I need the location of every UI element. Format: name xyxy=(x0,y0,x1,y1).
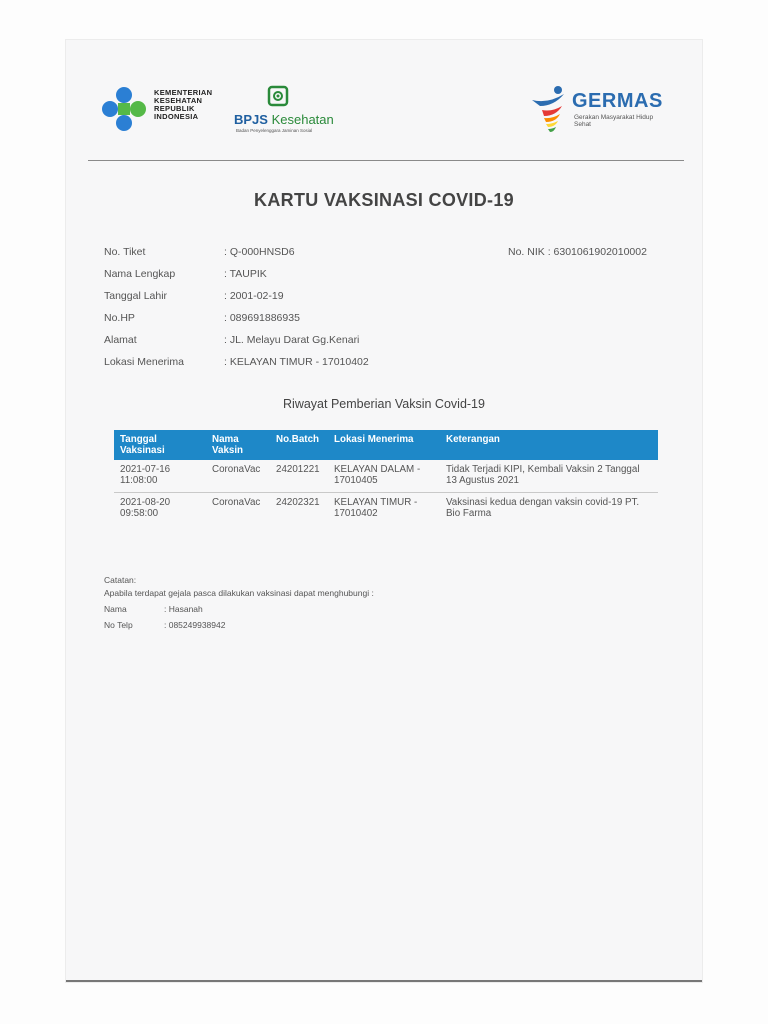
table-cell: Tidak Terjadi KIPI, Kembali Vaksin 2 Tanggal 13 Agustus 2021 xyxy=(440,460,658,493)
header-divider xyxy=(88,160,684,161)
history-title: Riwayat Pemberian Vaksin Covid-19 xyxy=(283,397,485,411)
notes-heading: Catatan: xyxy=(104,575,137,585)
table-cell: CoronaVac xyxy=(206,460,270,493)
field-label: No. NIK xyxy=(508,246,545,258)
contact-value: : 085249938942 xyxy=(164,620,226,630)
column-header: Nama Vaksin xyxy=(206,430,270,460)
field-value: : KELAYAN TIMUR - 17010402 xyxy=(224,356,369,368)
bpjs-logo-subtitle: Badan Penyelenggara Jaminan Sosial xyxy=(236,128,313,133)
kemenkes-logo-icon xyxy=(100,86,148,132)
field-label: Nama Lengkap xyxy=(104,268,176,280)
contact-value: : Hasanah xyxy=(164,604,203,614)
table-row xyxy=(114,493,658,526)
table-cell: 2021-08-20 09:58:00 xyxy=(120,497,171,519)
table-header-row xyxy=(114,430,658,460)
column-header: No.Batch xyxy=(270,430,328,460)
germas-logo-name: GERMAS xyxy=(572,90,663,112)
contact-label: Nama xyxy=(104,604,127,614)
field-value: : Q-000HNSD6 xyxy=(224,246,295,258)
field-value: : 6301061902010002 xyxy=(547,246,647,258)
table-cell: KELAYAN TIMUR - 17010402 xyxy=(334,497,418,519)
field-label: No. Tiket xyxy=(104,246,146,258)
field-label: Alamat xyxy=(104,334,137,346)
field-value: : 089691886935 xyxy=(224,312,300,324)
table-cell: 24201221 xyxy=(270,460,328,493)
field-value: : JL. Melayu Darat Gg.Kenari xyxy=(224,334,360,346)
table-cell: 24202321 xyxy=(276,497,320,508)
table-row xyxy=(114,460,658,493)
paper-edge xyxy=(66,980,702,982)
field-value: : TAUPIK xyxy=(224,268,267,280)
table-cell: CoronaVac xyxy=(212,497,261,508)
notes-section xyxy=(104,574,374,600)
field-label: Tanggal Lahir xyxy=(104,290,168,302)
table-cell: Vaksinasi kedua dengan vaksin covid-19 PT. Bio Farma xyxy=(446,497,640,519)
germas-logo-icon xyxy=(528,84,572,134)
kemenkes-logo xyxy=(100,84,220,134)
bpjs-logo-icon xyxy=(266,84,290,108)
header-logos xyxy=(100,84,668,144)
document-title: KARTU VAKSINASI COVID-19 xyxy=(254,190,514,210)
bpjs-logo-name: BPJS Kesehatan xyxy=(234,112,334,127)
field-value: : 2001-02-19 xyxy=(224,290,284,302)
table-cell: 2021-07-16 11:08:00 xyxy=(114,460,206,493)
contact-label: No Telp xyxy=(104,620,133,630)
column-header: Tanggal Vaksinasi xyxy=(114,430,206,460)
column-header: Lokasi Menerima xyxy=(328,430,440,460)
field-label: Lokasi Menerima xyxy=(104,356,184,368)
germas-logo xyxy=(528,84,668,134)
germas-logo-subtitle: Gerakan Masyarakat Hidup Sehat xyxy=(574,114,654,128)
vaccination-history-table xyxy=(114,430,658,525)
kemenkes-logo-text: KEMENTERIAN KESEHATAN REPUBLIK INDONESIA xyxy=(154,88,213,121)
table-cell: KELAYAN DALAM - 17010405 xyxy=(328,460,440,493)
bpjs-logo xyxy=(234,84,344,134)
column-header: Keterangan xyxy=(440,430,658,460)
field-label: No.HP xyxy=(104,312,135,324)
notes-text: Apabila terdapat gejala pasca dilakukan vaksinasi dapat menghubungi : xyxy=(104,588,374,598)
field-nik xyxy=(508,246,647,258)
